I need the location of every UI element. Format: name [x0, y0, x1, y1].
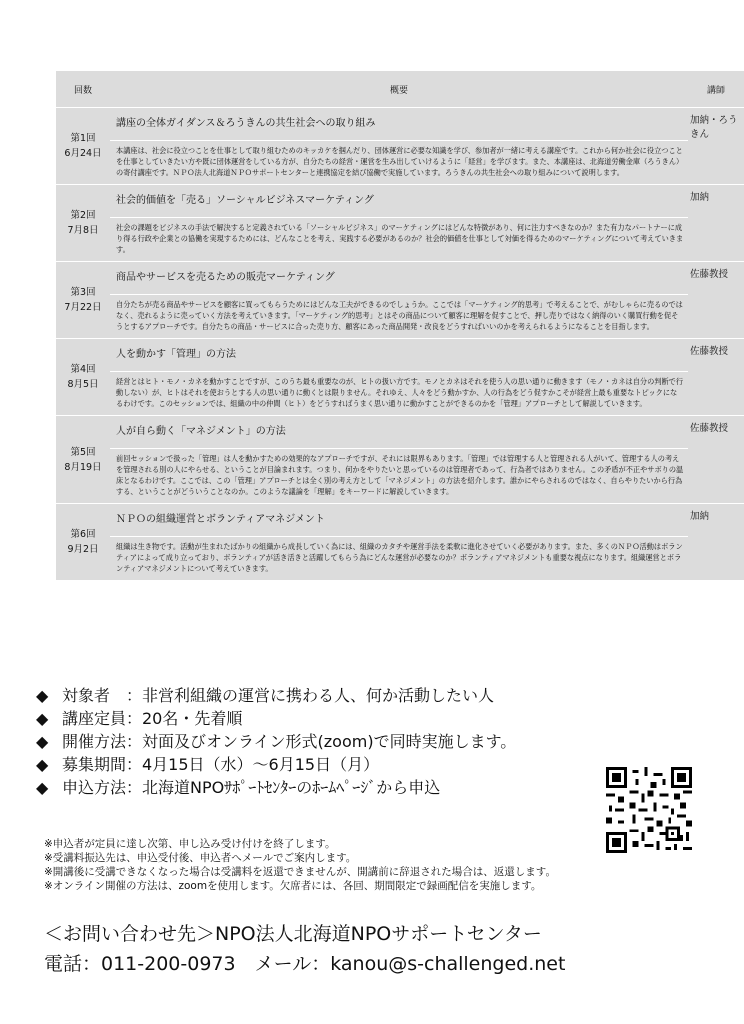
table-row-desc — [56, 218, 744, 262]
round-cell — [56, 339, 110, 416]
round-date: 7月22日 — [64, 302, 102, 313]
diamond-bullet-icon: ◆ — [36, 709, 49, 728]
round-label: 第4回 — [70, 364, 96, 375]
info-text: 対象者 ：非営利組織の運営に携わる人、何か活動したい人 — [62, 686, 495, 705]
description-cell: 社会の課題をビジネスの手法で解決すると定義されている「ソーシャルビジネス」のマーケティングにはどんな特徴があり、何に注力すべきなのか？また有力なパートナーに成り得る行政や企業との協働を実現するためには、どんなことを考え、実践する必要があるのか？社会的価値を仕事として対価を得るためのマーケティングについて考えていきます。 — [110, 218, 688, 262]
round-date: 7月8日 — [67, 225, 99, 236]
diamond-bullet-icon: ◆ — [36, 732, 49, 751]
topic-cell: 商品やサービスを売るための販売マーケティング — [110, 262, 688, 295]
table-row — [56, 504, 744, 537]
round-date: 8月5日 — [67, 379, 99, 390]
schedule-table — [56, 71, 744, 581]
contact-phone-email[interactable]: 電話：011-200-0973 メール：kanou@s-challenged.net — [44, 953, 566, 975]
info-text: 開催方法：対面及びオンライン形式(zoom)で同時実施します。 — [62, 732, 517, 751]
lecturer-cell: 佐藤教授 — [688, 416, 744, 504]
round-label: 第5回 — [70, 446, 96, 458]
round-label: 第6回 — [70, 529, 96, 540]
table-row — [56, 185, 744, 218]
table-row — [56, 108, 744, 141]
round-label: 第1回 — [70, 133, 96, 144]
description-cell: 本講座は、社会に役立つことを仕事として取り組むためのキッカケを掴んだり、団体運営に必要な知識を学び、参加者が一緒に考える講座です。これから何か社会に役立つことを仕事としていきたい方や既に団体運営をしている方が、自分たちの経営・運営を生み出していけるように「経営」を学びます。また、本講座は、北海道労働金庫（ろうきん）の寄付講座です。ＮＰＯ法人北海道ＮＰＯサポートセンターと連携協定を結び協働で実施しています。ろうきんの共生社会への取り組みについて説明します。 — [110, 141, 688, 185]
info-apply — [36, 776, 636, 799]
info-target — [36, 684, 636, 707]
table-row-desc — [56, 537, 744, 581]
table-row-desc — [56, 141, 744, 185]
round-label: 第3回 — [70, 287, 96, 298]
diamond-bullet-icon: ◆ — [36, 686, 49, 705]
info-method — [36, 730, 636, 753]
round-cell — [56, 108, 110, 185]
info-capacity — [36, 707, 636, 730]
note-line: ※申込者が定員に達し次第、申し込み受け付けを終了します。 — [44, 838, 336, 850]
info-text: 講座定員：20名・先着順 — [62, 709, 243, 728]
table-header-row — [56, 71, 744, 108]
topic-cell: 人を動かす「管理」の方法 — [110, 339, 688, 372]
topic-cell: 講座の全体ガイダンス＆ろうきんの共生社会への取り組み — [110, 108, 688, 141]
round-cell — [56, 504, 110, 581]
round-date: 9月2日 — [67, 544, 99, 555]
diamond-bullet-icon: ◆ — [36, 755, 49, 774]
topic-cell: 人が自ら動く「マネジメント」の方法 — [110, 416, 688, 449]
description-cell: 経営とはヒト・モノ・カネを動かすことですが、このうち最も重要なのが、ヒトの扱い方です。モノとカネはそれを使う人の思い通りに動きます（モノ・カネは自分の判断で行動しない）が、ヒトはそれを使おうとする人の思い通りに動くとは限りません。それゆえ、人々をどう動かすか、人の行為をどう促すかこそが経営上最も重要なトピックになるわけです。このセッションでは、組織の中の仲間（ヒト）をどうすればうまく思い通りに動かすことができるのかを「管理」アプローチとして解説していきます。 — [110, 372, 688, 416]
table-row-desc — [56, 295, 744, 339]
description-cell: 前回セッションで扱った「管理」は人を動かすための効果的なアプローチですが、それには限界もあります。「管理」では管理する人と管理される人がいて、管理する人の考えを管理される別の人にやらせる、ということが目論まれます。つまり、何かをやりたいと思っているのは管理者であって、行為者ではありません。この矛盾が不正やサボりの温床となるわけです。ここでは、この「管理」アプローチとは全く別の考え方として「マネジメント」の方法を紹介します。誰かにやらされるのではなく、自らやりたいから行為する、ということがどういうことなのか。このような議論を「理解」をキーワードに解説していきます。 — [110, 449, 688, 504]
contact-block — [44, 919, 704, 979]
note-line: ※開講後に受講できなくなった場合は受講料を返還できませんが、開講前に辞退された場合は、返還します。 — [44, 866, 556, 878]
info-text: 申込方法：北海道NPOｻﾎﾟｰﾄｾﾝﾀｰのﾎｰﾑﾍﾟｰｼﾞから申込 — [62, 778, 441, 797]
lecturer-cell: 佐藤教授 — [688, 262, 744, 339]
header-lecturer: 講師 — [688, 71, 744, 108]
round-cell — [56, 416, 110, 504]
info-text: 募集期間：4月15日（水）～6月15日（月） — [62, 755, 380, 774]
table-row — [56, 262, 744, 295]
table-row — [56, 339, 744, 372]
topic-cell: ＮＰＯの組織運営とボランティアマネジメント — [110, 504, 688, 537]
header-summary: 概要 — [110, 71, 688, 108]
header-round: 回数 — [56, 71, 110, 108]
description-cell: 自分たちが売る商品やサービスを顧客に買ってもらうためにはどんな工夫ができるのでしょうか。ここでは「マーケティング的思考」で考えることで、がむしゃらに売るのではなく、売れるように売っていく方法を考えていきます。「マーケティング的思考」とはその商品について顧客に理解を促すことで、押し売りではなく納得のいく購買行動を促そうとするアプローチです。自分たちの商品・サービスに合った売り方、顧客にあった商品開発・改良をどうすればいいのかを考えられるようになることを目指します。 — [110, 295, 688, 339]
round-cell — [56, 185, 110, 262]
note-line: ※オンライン開催の方法は、zoomを使用します。欠席者には、各回、期間限定で録画配信を実施します。 — [44, 880, 542, 892]
round-label: 第2回 — [70, 210, 96, 221]
topic-cell: 社会的価値を「売る」ソーシャルビジネスマーケティング — [110, 185, 688, 218]
course-info — [36, 684, 636, 799]
contact-org: ＜お問い合わせ先＞NPO法人北海道NPOサポートセンター — [44, 923, 542, 945]
note-line: ※受講料振込先は、申込受付後、申込者へメールでご案内します。 — [44, 852, 357, 864]
description-cell: 組織は生き物です。活動が生まれたばかりの組織から成長していく為には、組織のカタチや運営手法を柔軟に進化させていく必要があります。また、多くのＮＰＯ活動はボランティアによって成り立っており、ボランティアが活き活きと活躍してもらう為にどんな運営が必要なのか？ボランティアマネジメントも重要な視点になります。組織運営とボランティアマネジメントについて考えていきます。 — [110, 537, 688, 581]
diamond-bullet-icon: ◆ — [36, 778, 49, 797]
lecturer-cell: 佐藤教授 — [688, 339, 744, 416]
round-date: 8月19日 — [64, 461, 102, 473]
lecturer-cell: 加納 — [688, 504, 744, 581]
notes — [44, 837, 704, 893]
info-period — [36, 753, 636, 776]
round-cell — [56, 262, 110, 339]
schedule-table-wrapper — [56, 71, 738, 581]
lecturer-cell: 加納 — [688, 185, 744, 262]
table-row-desc — [56, 449, 744, 504]
table-row — [56, 416, 744, 449]
table-row-desc — [56, 372, 744, 416]
lecturer-cell: 加納・ろうきん — [688, 108, 744, 185]
round-date: 6月24日 — [64, 148, 102, 159]
